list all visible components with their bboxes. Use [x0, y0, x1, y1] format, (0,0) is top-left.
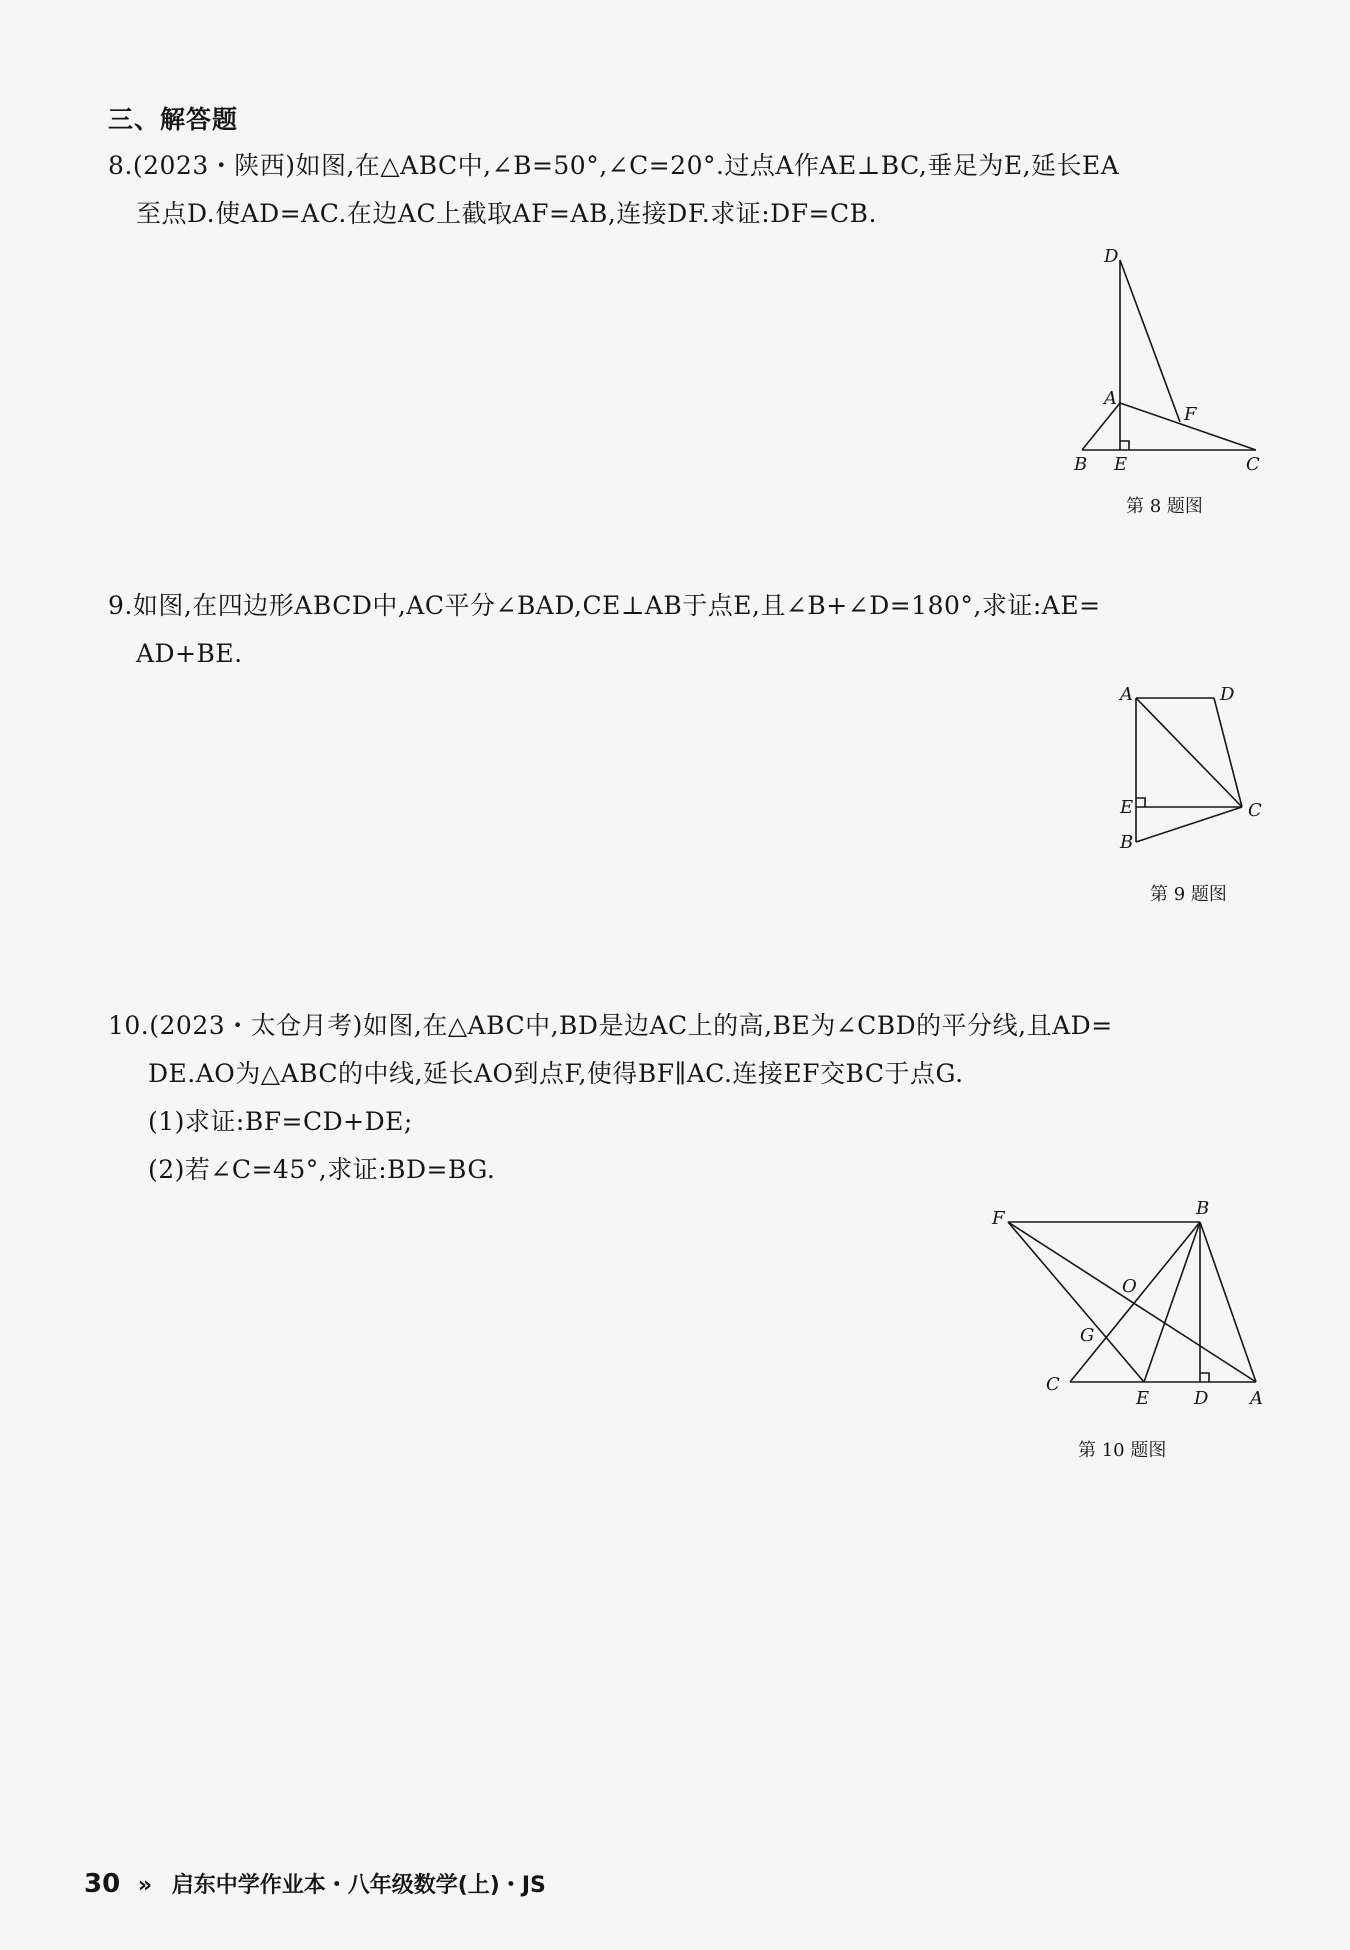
question-10-part-2: (2)若∠C=45°,求证:BD=BG.	[148, 1155, 496, 1184]
question-8-line-2: 至点D.使AD=AC.在边AC上截取AF=AB,连接DF.求证:DF=CB.	[136, 199, 877, 228]
fig9-label-a: A	[1120, 684, 1133, 705]
question-8	[108, 142, 1268, 238]
question-10-part-1: (1)求证:BF=CD+DE;	[148, 1107, 413, 1136]
question-9-line-1: 9.如图,在四边形ABCD中,AC平分∠BAD,CE⊥AB于点E,且∠B+∠D=180°,求证:AE=	[108, 591, 1101, 620]
fig10-label-o: O	[1122, 1276, 1137, 1297]
page-number: 30	[84, 1869, 121, 1899]
chevron-right-icon: »	[137, 1873, 153, 1898]
book-title: 启东中学作业本・八年级数学(上)・JS	[171, 1873, 546, 1898]
fig10-label-c: C	[1046, 1374, 1060, 1395]
figure-8-caption: 第 8 题图	[1126, 496, 1203, 517]
fig10-label-d: D	[1194, 1388, 1209, 1409]
question-10-line-2: DE.AO为△ABC的中线,延长AO到点F,使得BF∥AC.连接EF交BC于点G.	[148, 1059, 964, 1088]
fig10-label-g: G	[1080, 1325, 1095, 1346]
figure-9-caption: 第 9 题图	[1150, 884, 1227, 905]
fig8-label-d: D	[1104, 246, 1119, 267]
question-8-line-1: 8.(2023・陕西)如图,在△ABC中,∠B=50°,∠C=20°.过点A作AE⊥BC,垂足为E,延长EA	[108, 151, 1120, 180]
section-title: 三、解答题	[108, 105, 239, 134]
question-10	[108, 1002, 1268, 1194]
question-9	[108, 582, 1268, 678]
figure-10-caption: 第 10 题图	[1078, 1440, 1167, 1461]
fig10-label-f: F	[992, 1208, 1005, 1229]
fig8-label-c: C	[1246, 454, 1260, 475]
fig10-label-b: B	[1196, 1198, 1210, 1219]
fig9-label-b: B	[1120, 832, 1134, 853]
fig9-label-c: C	[1248, 800, 1262, 821]
page-footer	[84, 1868, 546, 1899]
fig8-label-f: F	[1184, 404, 1197, 425]
fig10-label-a: A	[1250, 1388, 1263, 1409]
fig10-label-e: E	[1136, 1388, 1150, 1409]
figure-10	[980, 1196, 1280, 1416]
fig9-label-d: D	[1220, 684, 1235, 705]
fig8-label-a: A	[1104, 388, 1117, 409]
fig8-label-b: B	[1074, 454, 1088, 475]
question-10-line-1: 10.(2023・太仓月考)如图,在△ABC中,BD是边AC上的高,BE为∠CBD的平分线,且AD=	[108, 1011, 1113, 1040]
figure-9	[1110, 680, 1280, 860]
fig9-label-e: E	[1120, 797, 1134, 818]
fig8-label-e: E	[1114, 454, 1128, 475]
figure-8	[1060, 240, 1280, 480]
question-9-line-2: AD+BE.	[136, 639, 243, 668]
